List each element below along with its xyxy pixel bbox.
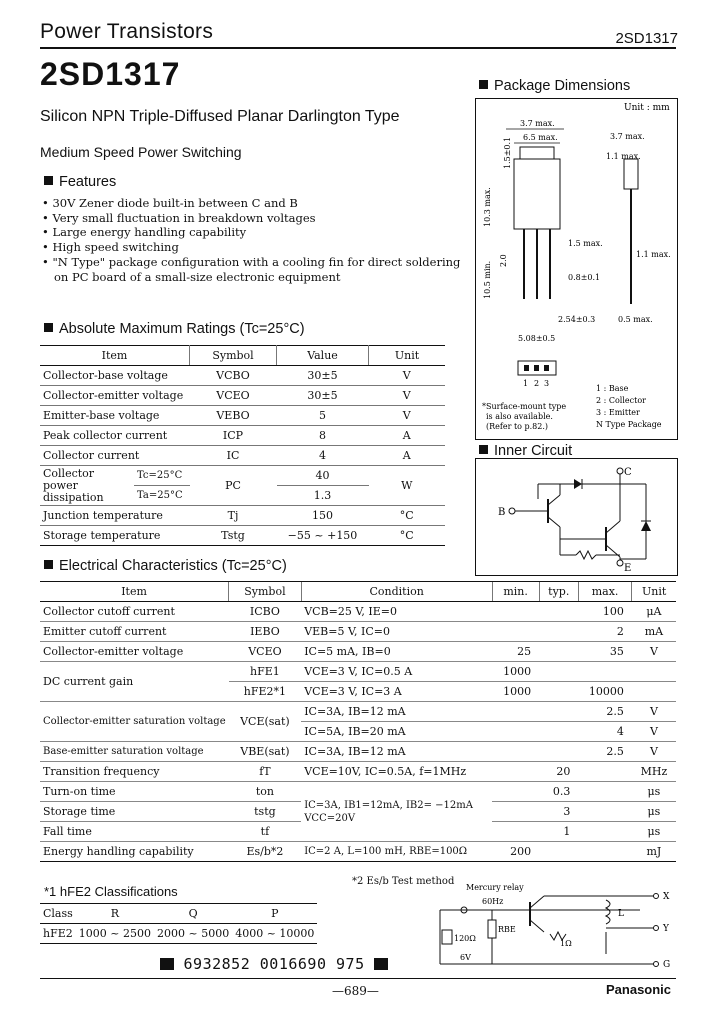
- cell-symbol: tstg: [229, 802, 302, 822]
- cell-condition: IC=5A, IB=20 mA: [301, 722, 492, 742]
- terminal-y-label: Y: [663, 924, 669, 934]
- cell-range-q: 2000 ~ 5000: [154, 924, 232, 944]
- cell-condition: VCE=3 V, IC=0.5 A: [301, 662, 492, 682]
- note-line: *Surface-mount type: [482, 402, 567, 411]
- table-row: [40, 924, 317, 944]
- cell-min: [492, 802, 539, 822]
- abs-max-heading: [44, 321, 305, 337]
- dim-lead-length: 10.5 min.: [483, 260, 492, 299]
- cell-condition: VCB=25 V, IE=0: [301, 602, 492, 622]
- cell-symbol: Tj: [190, 506, 277, 526]
- cell-item: Storage temperature: [40, 526, 190, 546]
- switching-condition: IC=3A, IB1=12mA, IB2= −12mA: [304, 799, 473, 811]
- cell-unit: V: [632, 722, 676, 742]
- cell-max: [578, 662, 632, 682]
- cell-typ: 1: [539, 822, 578, 842]
- electrical-heading: [44, 558, 287, 574]
- cell-typ: 20: [539, 762, 578, 782]
- cell-typ: 3: [539, 802, 578, 822]
- inductor-label: L: [618, 909, 624, 919]
- cell-max: [578, 782, 632, 802]
- cell-min: [492, 822, 539, 842]
- feature-text: on PC board of a small-size electronic equipment: [54, 269, 341, 284]
- cell-unit: [632, 682, 676, 702]
- table-row: [40, 506, 445, 526]
- cell-typ: [539, 682, 578, 702]
- hfe-class-heading: *1 hFE2 Classifications: [44, 884, 178, 899]
- cell-typ: 0.3: [539, 782, 578, 802]
- terminal-c-label: C: [624, 467, 632, 478]
- abs-max-heading-label: Absolute Maximum Ratings (Tc=25°C): [59, 321, 305, 337]
- note-line: is also available.: [486, 412, 553, 421]
- cell-typ: [539, 722, 578, 742]
- cell-max: 2.5: [578, 702, 632, 722]
- rbe-label: RBE: [498, 925, 516, 934]
- switching-condition: VCC=20V: [304, 812, 356, 824]
- cell-unit: W: [369, 466, 446, 506]
- dim-pitch: 2.54±0.3: [558, 315, 596, 324]
- bullet-square-icon: [44, 176, 53, 185]
- cell-symbol: ton: [229, 782, 302, 802]
- cell-unit: V: [632, 742, 676, 762]
- feature-text: High speed switching: [52, 240, 179, 255]
- cell-value: 40: [277, 466, 369, 486]
- cell-range-p: 4000 ~ 10000: [232, 924, 317, 944]
- cell-condition: VEB=5 V, IC=0: [301, 622, 492, 642]
- cell-max: 4: [578, 722, 632, 742]
- cell-symbol: IEBO: [229, 622, 302, 642]
- legend-line: N Type Package: [596, 420, 662, 429]
- feature-item: • High speed switching: [42, 240, 179, 255]
- cell-item: Base-emitter saturation voltage: [40, 742, 229, 762]
- dim-side-lead: 1.1 max.: [636, 250, 671, 259]
- table-row: [40, 702, 676, 722]
- hfe-class-table: [40, 903, 317, 944]
- cell-max: 2.5: [578, 742, 632, 762]
- pin-number: 2: [534, 379, 540, 388]
- col-unit: Unit: [369, 346, 446, 366]
- cell-symbol: VCEO: [190, 386, 277, 406]
- cell-item: DC current gain: [40, 662, 229, 702]
- barcode-text: 6932852 0016690 975: [183, 955, 365, 973]
- cell-symbol: VEBO: [190, 406, 277, 426]
- cell-condition: IC=3A, IB=12 mA: [301, 742, 492, 762]
- cell-condition: IC=2 A, L=100 mH, RBE=100Ω: [301, 842, 492, 862]
- cell-class-q: Q: [154, 904, 232, 924]
- col-min: min.: [492, 582, 539, 602]
- cell-symbol: ICP: [190, 426, 277, 446]
- cell-symbol: tf: [229, 822, 302, 842]
- cell-value: 1.3: [277, 486, 369, 506]
- cell-item: Collector-emitter saturation voltage: [40, 702, 229, 742]
- cell-min: 25: [492, 642, 539, 662]
- table-row: [40, 386, 445, 406]
- cell-max: [578, 842, 632, 862]
- feature-text: Very small fluctuation in breakdown voltages: [52, 210, 316, 225]
- dim-lead-width: 1.5 max.: [568, 239, 603, 248]
- cell-max: 2: [578, 622, 632, 642]
- inner-circuit-diagram: [476, 459, 677, 575]
- legend-line: 1 : Base: [596, 384, 629, 393]
- table-header-row: [40, 582, 676, 602]
- side-body: [624, 159, 638, 189]
- cell-item: Storage time: [40, 802, 229, 822]
- dim-lead-thickness: 0.8±0.1: [568, 273, 601, 282]
- cell-min: [492, 762, 539, 782]
- cell-class-p: P: [232, 904, 317, 924]
- cell-min: [492, 782, 539, 802]
- col-symbol: Symbol: [190, 346, 277, 366]
- page-number: —689—: [332, 984, 379, 998]
- table-row: [40, 426, 445, 446]
- cell-typ: [539, 662, 578, 682]
- cell-max: [578, 802, 632, 822]
- package-heading: [479, 78, 630, 94]
- cell-min: [492, 622, 539, 642]
- dim-span: 5.08±0.5: [518, 334, 556, 343]
- legend-line: 2 : Collector: [596, 396, 646, 405]
- table-row: [40, 742, 676, 762]
- cell-symbol: ICBO: [229, 602, 302, 622]
- table-row: [40, 366, 445, 386]
- table-row: [40, 406, 445, 426]
- note-line: (Refer to p.82.): [486, 422, 549, 431]
- cell-min: 1000: [492, 682, 539, 702]
- cell-symbol: Tstg: [190, 526, 277, 546]
- table-row: [40, 762, 676, 782]
- cell-item: Collector power dissipation: [40, 466, 134, 506]
- cell-condition: VCE=10V, IC=0.5A, f=1MHz: [301, 762, 492, 782]
- cell-value: 150: [277, 506, 369, 526]
- header-rule: [40, 47, 676, 49]
- cell-value: 30±5: [277, 386, 369, 406]
- feature-item: • Large energy handling capability: [42, 225, 247, 240]
- pin-number: 3: [544, 379, 550, 388]
- cell-min: 1000: [492, 662, 539, 682]
- cell-unit: mJ: [632, 842, 676, 862]
- footer-rule: [40, 978, 676, 979]
- table-row: [40, 526, 445, 546]
- cell-typ: [539, 642, 578, 662]
- cell-item: Emitter cutoff current: [40, 622, 229, 642]
- diode-icon: [641, 521, 651, 531]
- bullet-square-icon: [44, 560, 53, 569]
- dim-height: 10.3 max.: [483, 187, 492, 227]
- cell-class-r: R: [76, 904, 154, 924]
- dim-tab: 1.5±0.1: [503, 136, 512, 169]
- feature-item: • "N Type" package configuration with a cooling fin for direct soldering: [42, 254, 461, 269]
- barcode-block: [374, 958, 388, 970]
- cell-item: Transition frequency: [40, 762, 229, 782]
- cell-class: Class: [40, 904, 76, 924]
- table-row: [40, 782, 676, 802]
- cell-unit: [632, 662, 676, 682]
- cell-condition: IC=3A, IB=12 mA: [301, 702, 492, 722]
- test-circuit-diagram: [430, 882, 680, 972]
- table-row: [40, 662, 676, 682]
- cell-symbol: VCE(sat): [229, 702, 302, 742]
- cell-typ: [539, 842, 578, 862]
- cell-condition: [301, 782, 492, 842]
- test-method-heading: *2 Es/b Test method: [352, 876, 455, 887]
- cell-unit: MHz: [632, 762, 676, 782]
- feature-item: [42, 270, 452, 285]
- cell-item: Collector-emitter voltage: [40, 642, 229, 662]
- application-line: Medium Speed Power Switching: [40, 144, 242, 160]
- feature-text: "N Type" package configuration with a cooling fin for direct soldering: [52, 254, 461, 269]
- cell-unit: μA: [632, 602, 676, 622]
- category-title: Power Transistors: [40, 20, 214, 43]
- cell-unit: μs: [632, 782, 676, 802]
- cell-symbol: IC: [190, 446, 277, 466]
- cell-min: 200: [492, 842, 539, 862]
- col-item: Item: [40, 582, 229, 602]
- cell-value: 4: [277, 446, 369, 466]
- terminal-b-label: B: [498, 507, 506, 518]
- cell-unit: V: [369, 406, 446, 426]
- pin-number: 1: [523, 379, 529, 388]
- freq-label: 60Hz: [482, 897, 504, 906]
- features-list: [42, 196, 461, 284]
- terminal-x-label: X: [663, 892, 670, 902]
- cell-unit: A: [369, 426, 446, 446]
- cell-item: Junction temperature: [40, 506, 190, 526]
- legend-line: 3 : Emitter: [596, 408, 640, 417]
- cell-symbol: hFE2*1: [229, 682, 302, 702]
- table-header-row: [40, 904, 317, 924]
- col-condition: Condition: [301, 582, 492, 602]
- dim-side-fin: 1.1 max.: [606, 152, 641, 161]
- cell-typ: [539, 622, 578, 642]
- cell-unit: μs: [632, 802, 676, 822]
- cell-value: 5: [277, 406, 369, 426]
- inner-circuit-heading: [479, 443, 572, 459]
- cell-condition: Tc=25°C: [134, 466, 190, 486]
- cell-unit: V: [369, 366, 446, 386]
- cell-item: Collector-base voltage: [40, 366, 190, 386]
- barcode-line: [160, 955, 425, 977]
- features-heading-label: Features: [59, 174, 117, 190]
- cell-item: Peak collector current: [40, 426, 190, 446]
- package-tab: [520, 147, 554, 159]
- resistor-icon: [576, 551, 596, 559]
- resistor-1ohm-label: 1Ω: [560, 939, 572, 948]
- dim-width: 3.7 max.: [520, 119, 555, 128]
- col-symbol: Symbol: [229, 582, 302, 602]
- cell-unit: A: [369, 446, 446, 466]
- supply-label: 6V: [460, 953, 471, 962]
- table-header-row: [40, 346, 445, 366]
- cell-unit: V: [632, 642, 676, 662]
- cell-item: Collector current: [40, 446, 190, 466]
- part-title: 2SD1317: [40, 56, 181, 92]
- cell-symbol: VCEO: [229, 642, 302, 662]
- cell-value: 8: [277, 426, 369, 446]
- col-unit: Unit: [632, 582, 676, 602]
- zener-diode-icon: [574, 479, 582, 489]
- table-row: [40, 622, 676, 642]
- rbe-resistor-icon: [488, 920, 496, 938]
- table-row: [40, 466, 445, 486]
- cell-min: [492, 702, 539, 722]
- cell-max: 35: [578, 642, 632, 662]
- feature-text: 30V Zener diode built-in between C and B: [52, 196, 298, 210]
- device-subtitle: Silicon NPN Triple-Diffused Planar Darlington Type: [40, 108, 400, 125]
- cell-item: Collector cutoff current: [40, 602, 229, 622]
- terminal-e-label: E: [624, 563, 632, 574]
- electrical-heading-label: Electrical Characteristics (Tc=25°C): [59, 558, 287, 574]
- cell-condition: VCE=3 V, IC=3 A: [301, 682, 492, 702]
- cell-item: Energy handling capability: [40, 842, 229, 862]
- package-drawing: [476, 99, 677, 439]
- cell-typ: [539, 702, 578, 722]
- cell-max: 10000: [578, 682, 632, 702]
- unit-label: Unit : mm: [624, 103, 670, 113]
- table-row: [40, 446, 445, 466]
- col-typ: typ.: [539, 582, 578, 602]
- cell-symbol: VCBO: [190, 366, 277, 386]
- inductor-icon: [606, 900, 610, 924]
- cell-symbol: PC: [190, 466, 277, 506]
- cell-hfe: hFE2: [40, 924, 76, 944]
- barcode-block: [160, 958, 174, 970]
- cell-item: Collector-emitter voltage: [40, 386, 190, 406]
- feature-text: Large energy handling capability: [52, 225, 247, 240]
- cell-max: [578, 762, 632, 782]
- cell-min: [492, 602, 539, 622]
- col-max: max.: [578, 582, 632, 602]
- cell-unit: °C: [369, 506, 446, 526]
- package-dimensions-box: [475, 98, 678, 440]
- feature-item: • 30V Zener diode built-in between C and B: [42, 196, 298, 210]
- cell-unit: mA: [632, 622, 676, 642]
- inner-circuit-heading-label: Inner Circuit: [494, 443, 573, 459]
- abs-max-table: [40, 345, 445, 546]
- bullet-square-icon: [479, 445, 488, 454]
- cell-unit: V: [369, 386, 446, 406]
- cell-symbol: Es/b*2: [229, 842, 302, 862]
- cell-symbol: fT: [229, 762, 302, 782]
- cell-symbol: hFE1: [229, 662, 302, 682]
- dim-side-thickness: 0.5 max.: [618, 315, 653, 324]
- header-part-number: 2SD1317: [615, 30, 678, 47]
- relay-label: Mercury relay: [466, 883, 524, 892]
- cell-symbol: VBE(sat): [229, 742, 302, 762]
- cell-value: 30±5: [277, 366, 369, 386]
- resistor-120-label: 120Ω: [454, 934, 476, 943]
- resistor-120-icon: [442, 930, 452, 944]
- table-row: [40, 602, 676, 622]
- cell-typ: [539, 742, 578, 762]
- terminal-g-label: G: [663, 960, 671, 970]
- cell-unit: °C: [369, 526, 446, 546]
- feature-item: • Very small fluctuation in breakdown voltages: [42, 210, 316, 225]
- cell-item: Fall time: [40, 822, 229, 842]
- dim-side-width: 3.7 max.: [610, 132, 645, 141]
- cell-max: 100: [578, 602, 632, 622]
- cell-range-r: 1000 ~ 2500: [76, 924, 154, 944]
- bullet-square-icon: [479, 80, 488, 89]
- cell-min: [492, 722, 539, 742]
- cell-min: [492, 742, 539, 762]
- cell-max: [578, 822, 632, 842]
- cell-value: −55 ~ +150: [277, 526, 369, 546]
- package-heading-label: Package Dimensions: [494, 78, 631, 94]
- col-value: Value: [277, 346, 369, 366]
- cell-condition: IC=5 mA, IB=0: [301, 642, 492, 662]
- cell-unit: V: [632, 702, 676, 722]
- bullet-square-icon: [44, 323, 53, 332]
- cell-item: Emitter-base voltage: [40, 406, 190, 426]
- package-body: [514, 159, 560, 229]
- col-item: Item: [40, 346, 190, 366]
- cell-typ: [539, 602, 578, 622]
- cell-item: Turn-on time: [40, 782, 229, 802]
- dim-lead-offset: 2.0: [499, 254, 508, 267]
- cell-condition: Ta=25°C: [134, 486, 190, 506]
- inner-circuit-box: [475, 458, 678, 576]
- electrical-table: [40, 581, 676, 862]
- table-row: [40, 642, 676, 662]
- dim-tab-width: 6.5 max.: [523, 133, 558, 142]
- features-heading: [44, 174, 116, 190]
- cell-unit: μs: [632, 822, 676, 842]
- brand-logo: Panasonic: [606, 982, 672, 997]
- table-row: [40, 842, 676, 862]
